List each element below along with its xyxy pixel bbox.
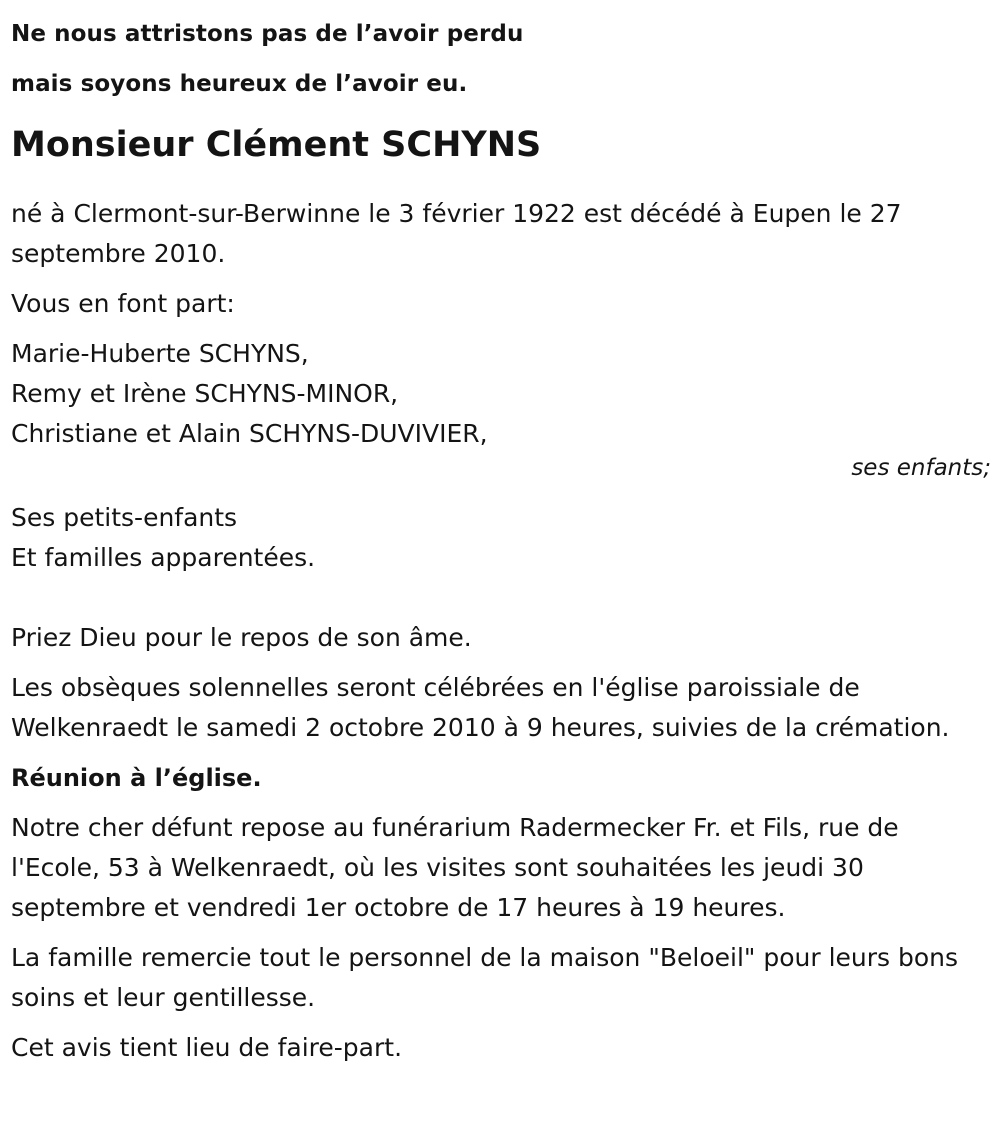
prayer-text: Priez Dieu pour le repos de son âme. [11, 623, 472, 652]
children-list [11, 334, 988, 454]
visitation-text: Notre cher défunt repose au funérarium Radermecker Fr. et Fils, rue de l'Ecole, 53 à Welkenraedt, où les visites sont souhaitées les jeudi 30 septembre et vendredi 1er octobre de 17 heures à 19 heures. [11, 813, 899, 922]
thanks-text: La famille remercie tout le personnel de la maison "Beloeil" pour leurs bons soins et leur gentillesse. [11, 943, 959, 1012]
relatives-entry: Et familles apparentées. [11, 543, 316, 572]
announce-label: Vous en font part: [11, 289, 235, 318]
meeting-text: Réunion à l’église. [11, 764, 262, 792]
funeral-text: Les obsèques solennelles seront célébrées en l'église paroissiale de Welkenraedt le samedi 2 octobre 2010 à 9 heures, suivies de la crémation. [11, 673, 950, 742]
epigraph-line-1: Ne nous attristons pas de l’avoir perdu [11, 21, 524, 47]
relatives-list [11, 498, 988, 578]
obituary-body [11, 194, 991, 1068]
epigraph [11, 0, 988, 109]
notice-text: Cet avis tient lieu de faire-part. [11, 1033, 403, 1062]
child-entry: Marie-Huberte SCHYNS, [11, 339, 309, 368]
deceased-name: Monsieur Clément SCHYNS [11, 125, 542, 165]
epigraph-line-2: mais soyons heureux de l’avoir eu. [11, 71, 468, 97]
children-role: ses enfants; [851, 455, 991, 481]
relatives-entry: Ses petits-enfants [11, 503, 238, 532]
child-entry: Christiane et Alain SCHYNS-DUVIVIER, [11, 419, 488, 448]
birth-death-text: né à Clermont-sur-Berwinne le 3 février 1922 est décédé à Eupen le 27 septembre 2010. [11, 199, 902, 268]
child-entry: Remy et Irène SCHYNS-MINOR, [11, 379, 399, 408]
